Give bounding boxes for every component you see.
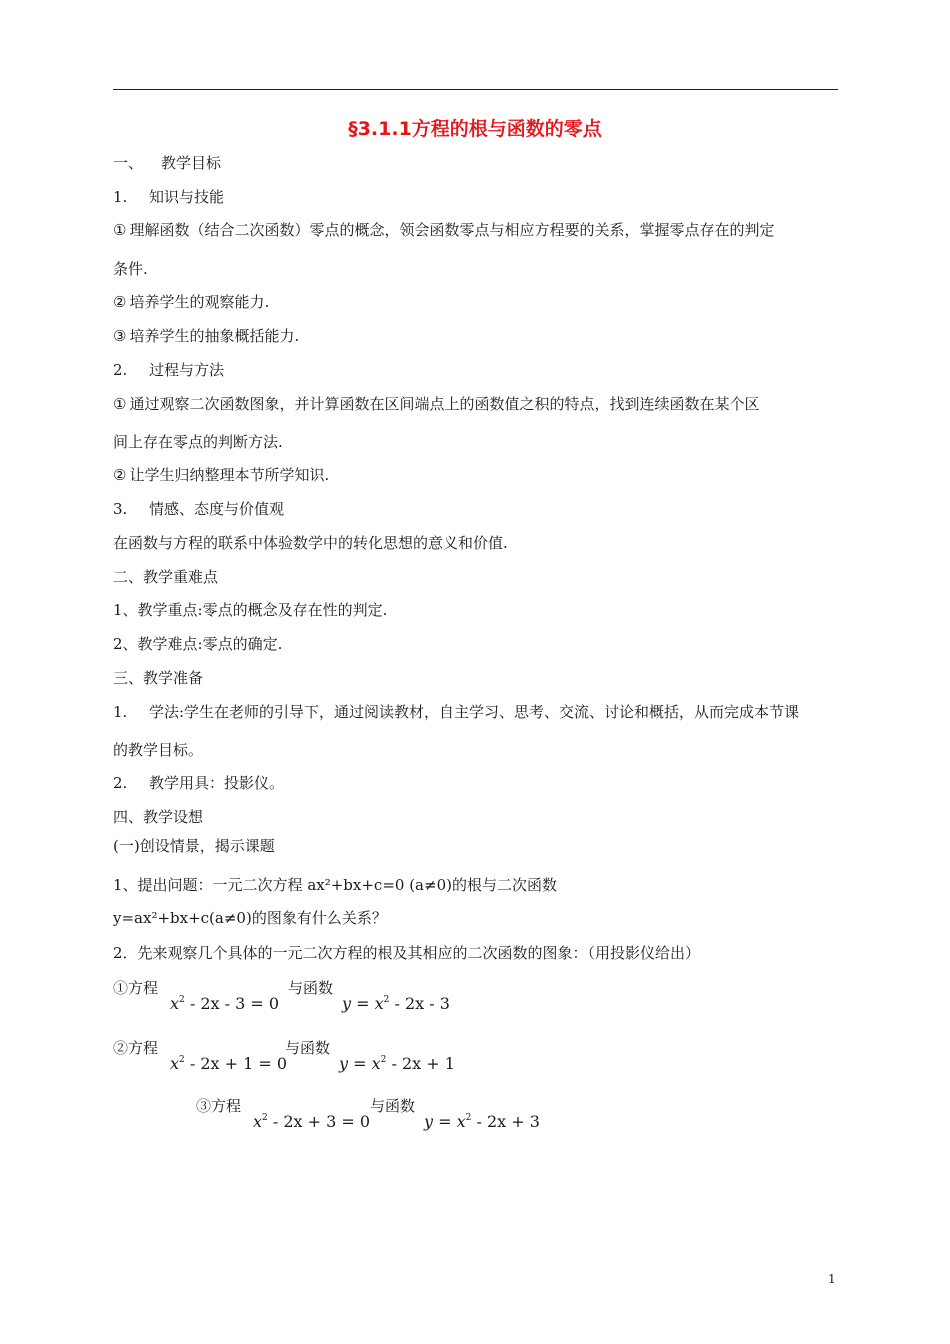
paragraph: 在函数与方程的联系中体验数学中的转化思想的意义和价值. (113, 534, 508, 552)
paragraph: ② 培养学生的观察能力. (113, 293, 270, 311)
page-title: §3.1.1方程的根与函数的零点 (348, 118, 602, 140)
subsection-heading: 3. 情感、态度与价值观 (113, 500, 285, 518)
paragraph: 2．先来观察几个具体的一元二次方程的根及其相应的二次函数的图象：（用投影仪给出） (113, 944, 701, 962)
paragraph: ① 理解函数（结合二次函数）零点的概念，领会函数零点与相应方程要的关系，掌握零点存在的判定 (113, 221, 775, 239)
subsection-heading: 1. 知识与技能 (113, 188, 225, 206)
paragraph: 1、教学重点:零点的概念及存在性的判定. (113, 601, 388, 619)
paragraph: ① 通过观察二次函数图象，并计算函数在区间端点上的函数值之积的特点，找到连续函数在某个区 (113, 395, 760, 413)
function: $y = x^2 - 2x + 3$ (424, 1112, 540, 1131)
paragraph: 2. 教学用具：投影仪。 (113, 774, 285, 792)
page-number: 1 (828, 1272, 836, 1286)
equation-row: ①方程 (113, 979, 159, 997)
equation: $x^2 - 2x - 3 = 0$ (170, 994, 280, 1013)
paragraph: 2、教学难点:零点的确定. (113, 635, 283, 653)
function-label: 与函数 (285, 1039, 331, 1057)
paragraph: 的教学目标。 (113, 741, 204, 759)
function-label: 与函数 (288, 979, 334, 997)
header-rule (113, 89, 838, 90)
function: $y = x^2 - 2x - 3$ (342, 994, 450, 1013)
function-label: 与函数 (370, 1097, 416, 1115)
section-heading: 三、教学准备 (113, 669, 204, 687)
paragraph: 1、提出问题：一元二次方程 ax²+bx+c=0 (a≠0)的根与二次函数 (113, 876, 557, 894)
paragraph: y=ax²+bx+c(a≠0)的图象有什么关系？ (113, 909, 387, 927)
equation-row: ②方程 (113, 1039, 159, 1057)
paragraph: 1. 学法:学生在老师的引导下，通过阅读教材，自主学习、思考、交流、讨论和概括，从而完成本节课 (113, 703, 800, 721)
equation-row: ③方程 (196, 1097, 242, 1115)
section-heading: 四、教学设想 (113, 808, 204, 826)
equation: $x^2 - 2x + 1 = 0$ (170, 1054, 288, 1073)
function: $y = x^2 - 2x + 1$ (339, 1054, 455, 1073)
subsection-heading: 2. 过程与方法 (113, 361, 225, 379)
paragraph: 间上存在零点的判断方法. (113, 433, 283, 451)
section-heading: 一、 教学目标 (113, 154, 222, 172)
paragraph: ② 让学生归纳整理本节所学知识. (113, 466, 330, 484)
equation: $x^2 - 2x + 3 = 0$ (253, 1112, 371, 1131)
section-heading: 二、教学重难点 (113, 568, 219, 586)
subsection-heading: (一)创设情景，揭示课题 (113, 837, 275, 855)
paragraph: 条件. (113, 260, 148, 278)
paragraph: ③ 培养学生的抽象概括能力. (113, 327, 300, 345)
